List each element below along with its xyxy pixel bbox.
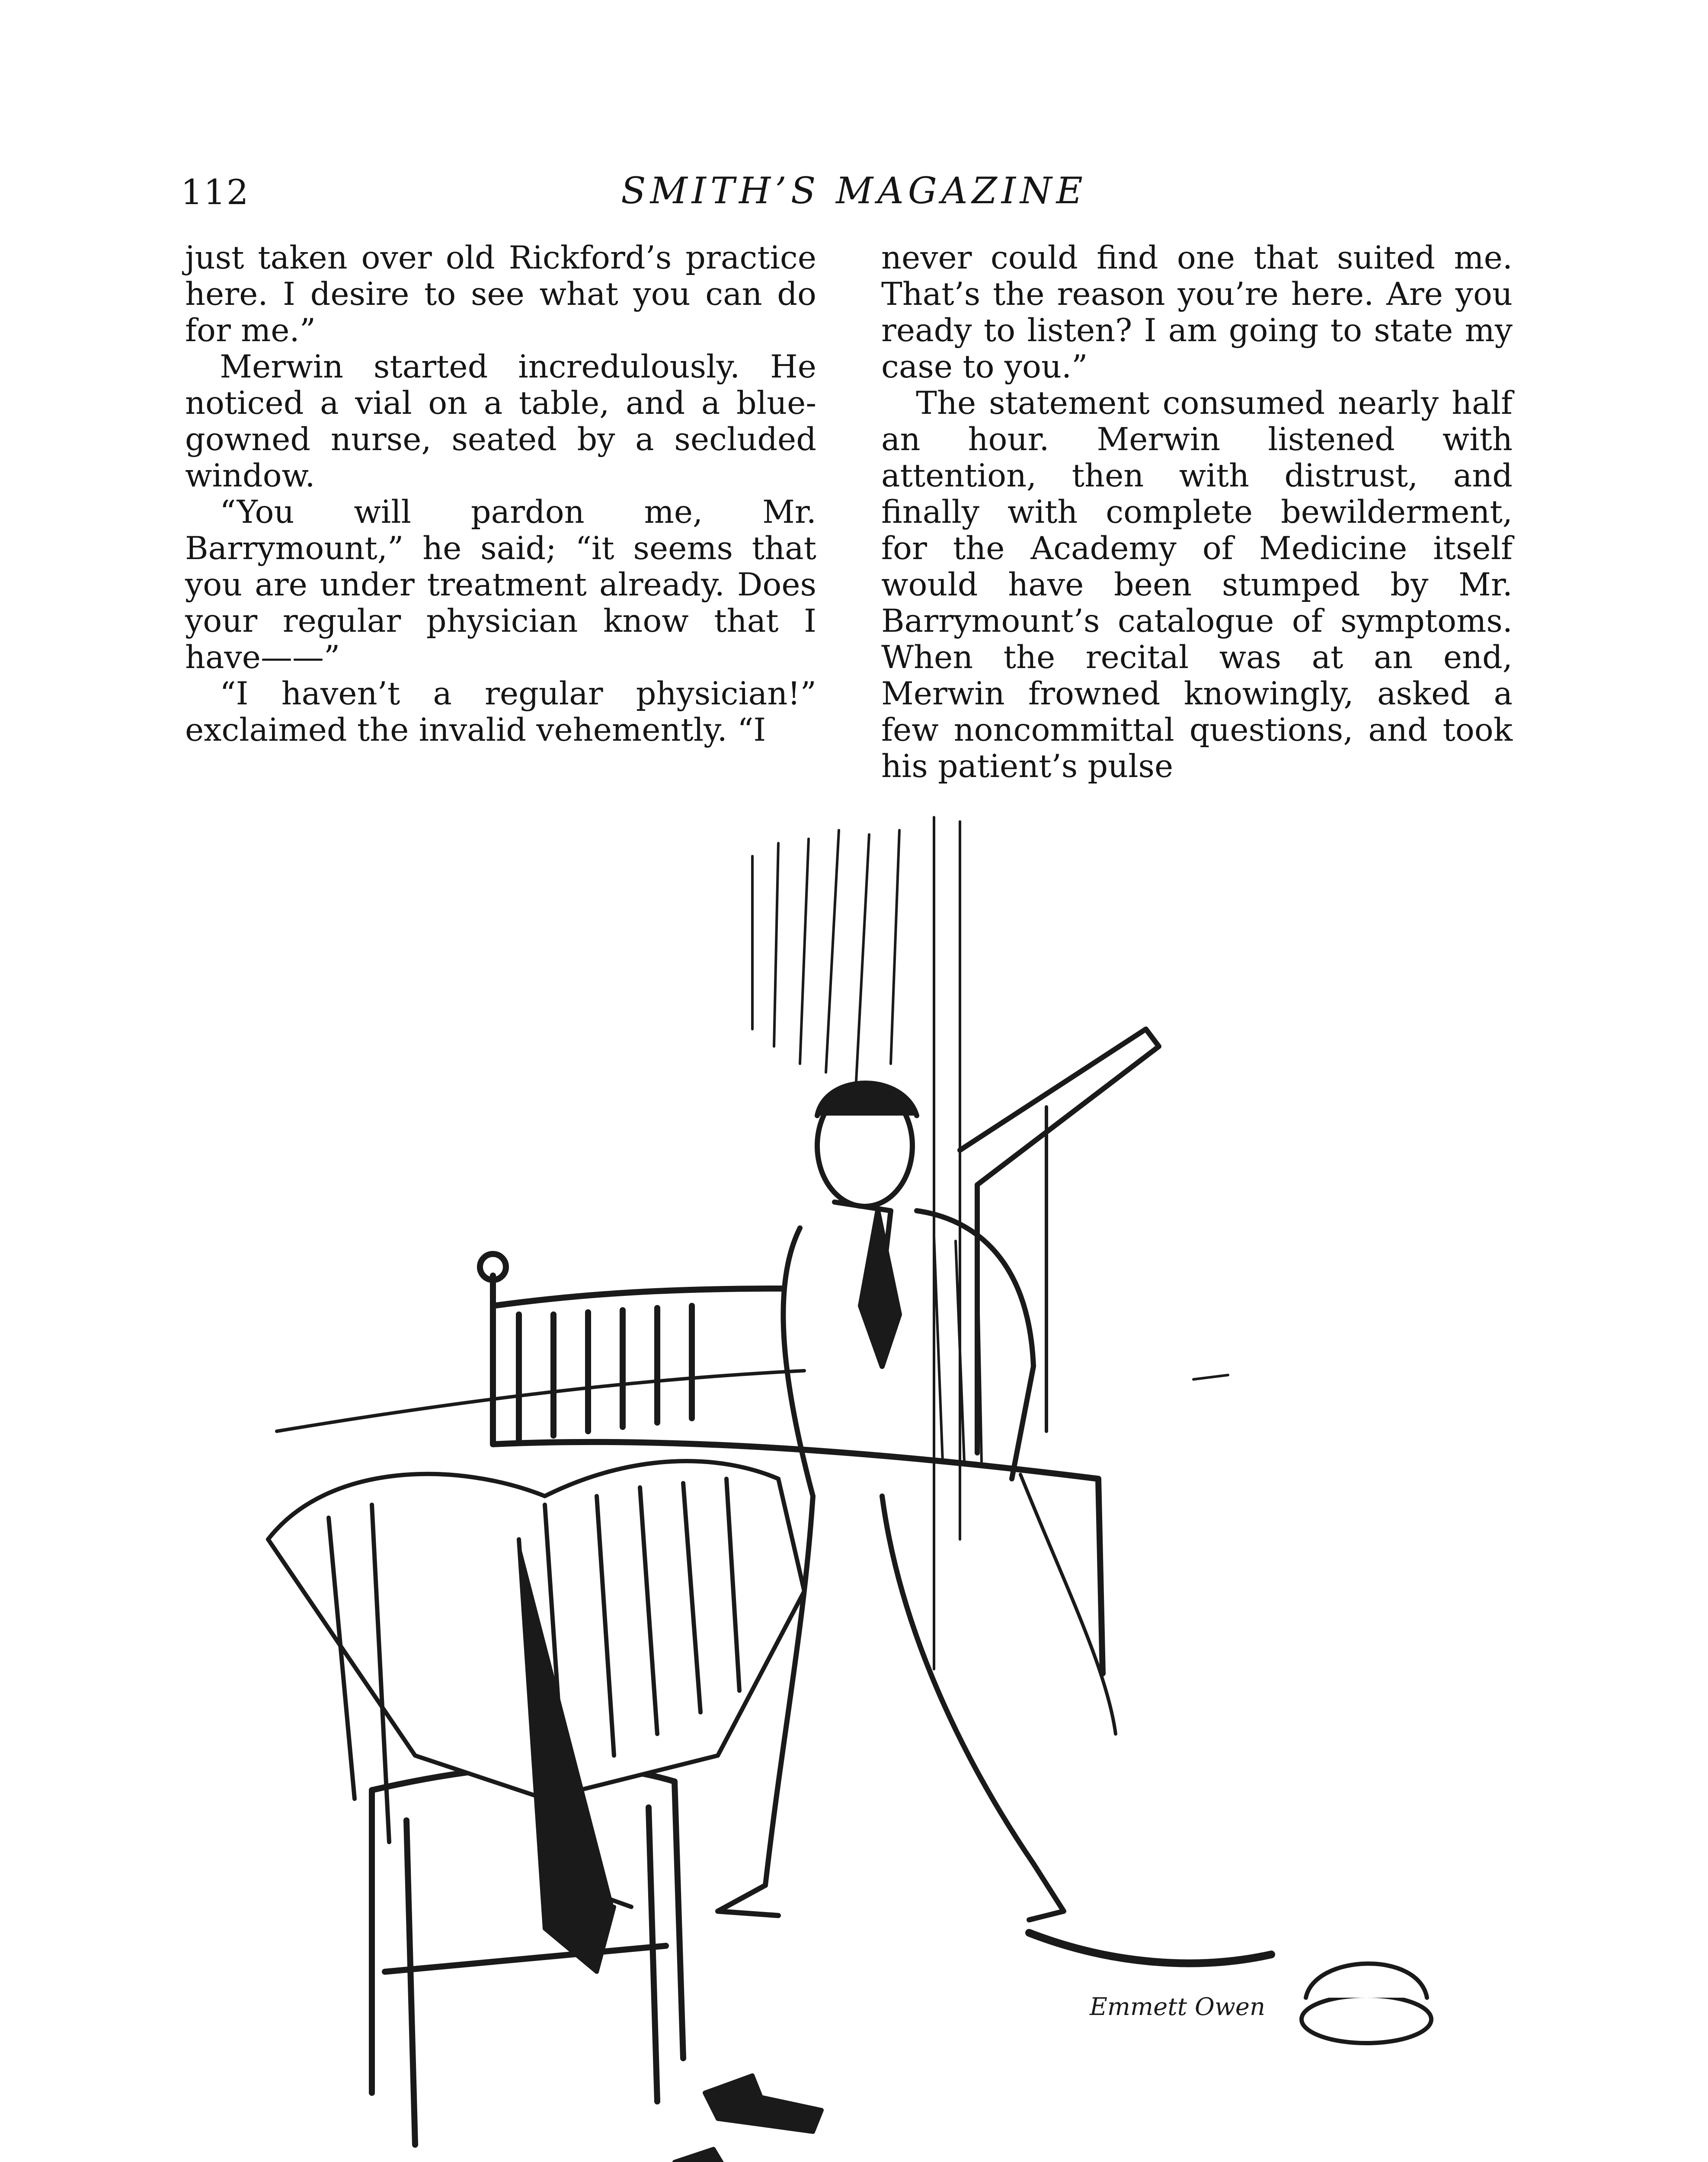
floor-garment bbox=[1029, 1933, 1271, 1963]
artist-signature: Emmett Owen bbox=[1090, 1993, 1266, 2021]
illustration bbox=[242, 804, 1548, 2162]
clothes-on-chair bbox=[268, 1461, 804, 1972]
page-number: 112 bbox=[181, 172, 249, 212]
running-head: SMITH’S MAGAZINE bbox=[621, 170, 1087, 212]
paragraph: “You will pardon me, Mr. Barrymount,” he said; “it seems that you are under treatment already. Does your regular physician know that I have——” bbox=[185, 494, 816, 676]
wall-frame bbox=[960, 1029, 1159, 1453]
paragraph: just taken over old Rickford’s practice here. I desire to see what you can do for me.” bbox=[185, 240, 816, 349]
text-column-left bbox=[185, 240, 816, 748]
chair bbox=[372, 1766, 683, 2145]
paragraph: The statement consumed nearly half an hour. Merwin listened with attention, then with distrust, and finally with complete bewilderment, for the Academy of Medicine itself would have been stumped by Mr. Barrymount’s catalogue of symptoms. When the recital was at an end, Merwin frowned knowingly, asked a few noncommittal questions, and took his patient’s pulse bbox=[881, 385, 1513, 785]
paragraph: Merwin started incredulously. He noticed a vial on a table, and a blue-gowned nurse, seated by a secluded window. bbox=[185, 349, 816, 494]
paragraph: never could find one that suited me. That’s the reason you’re here. Are you ready to listen? I am going to state my case to you.” bbox=[881, 240, 1513, 385]
shoes bbox=[675, 2076, 822, 2162]
hat bbox=[1302, 1964, 1431, 2043]
paragraph: “I haven’t a regular physician!” exclaimed the invalid vehemently. “I bbox=[185, 675, 816, 748]
floor-line bbox=[277, 1371, 804, 1431]
text-column-right bbox=[881, 240, 1513, 785]
